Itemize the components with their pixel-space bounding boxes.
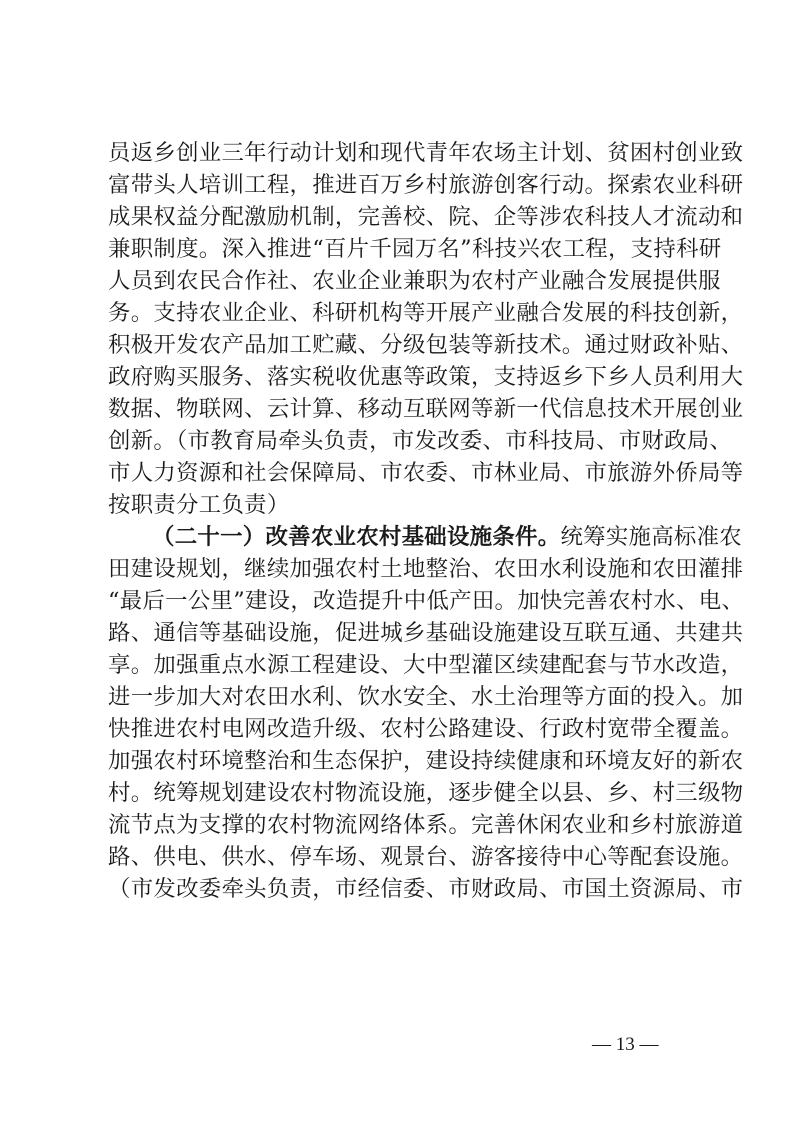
text-line: 路、通信等基础设施，促进城乡基础设施建设互联互通、共建共: [108, 620, 744, 646]
text-line: 积极开发农产品加工贮藏、分级包装等新技术。通过财政补贴、: [108, 332, 744, 358]
text-line: 员返乡创业三年行动计划和现代青年农场主计划、贫困村创业致: [108, 140, 744, 166]
text-line: 成果权益分配激励机制，完善校、院、企等涉农科技人才流动和: [108, 204, 744, 230]
text-line: 兼职制度。深入推进“百片千园万名”科技兴农工程，支持科研: [108, 236, 722, 262]
text-line: “最后一公里”建设，改造提升中低产田。加快完善农村水、电、: [108, 588, 745, 614]
page-number: — 13 —: [592, 1034, 659, 1055]
text-line: 创新。（市教育局牵头负责，市发改委、市科技局、市财政局、: [108, 428, 733, 454]
text-line-continuation: 统筹实施高标准农: [560, 524, 742, 550]
text-line: 进一步加大对农田水利、饮水安全、水土治理等方面的投入。加: [108, 684, 744, 710]
text-line: 务。支持农业企业、科研机构等开展产业融合发展的科技创新，: [108, 300, 744, 326]
text-line: 田建设规划，继续加强农村土地整治、农田水利设施和农田灌排: [108, 556, 744, 582]
text-line: 加强农村环境整治和生态保护，建设持续健康和环境友好的新农: [108, 748, 744, 774]
document-body: [108, 137, 745, 905]
text-line: 路、供电、供水、停车场、观景台、游客接待中心等配套设施。: [108, 844, 744, 870]
text-line: 人员到农民合作社、农业企业兼职为农村产业融合发展提供服: [108, 268, 721, 294]
text-line: 市人力资源和社会保障局、市农委、市林业局、市旅游外侨局等: [108, 460, 744, 486]
section-heading: （二十一）改善农业农村基础设施条件。: [152, 524, 561, 550]
text-line: 按职责分工负责）: [108, 492, 290, 518]
text-line: 流节点为支撑的农村物流网络体系。完善休闲农业和乡村旅游道: [108, 812, 744, 838]
text-line: 富带头人培训工程，推进百万乡村旅游创客行动。探索农业科研: [108, 172, 744, 198]
text-line: 村。统筹规划建设农村物流设施，逐步健全以县、乡、村三级物: [108, 780, 744, 806]
section-heading-line: [108, 521, 742, 553]
text-line: 享。加强重点水源工程建设、大中型灌区续建配套与节水改造，: [108, 652, 744, 678]
text-line: （市发改委牵头负责，市经信委、市财政局、市国土资源局、市: [108, 876, 744, 902]
text-line: 政府购买服务、落实税收优惠等政策，支持返乡下乡人员利用大: [108, 364, 744, 390]
text-line: 数据、物联网、云计算、移动互联网等新一代信息技术开展创业: [108, 396, 744, 422]
text-line: 快推进农村电网改造升级、农村公路建设、行政村宽带全覆盖。: [108, 716, 744, 742]
